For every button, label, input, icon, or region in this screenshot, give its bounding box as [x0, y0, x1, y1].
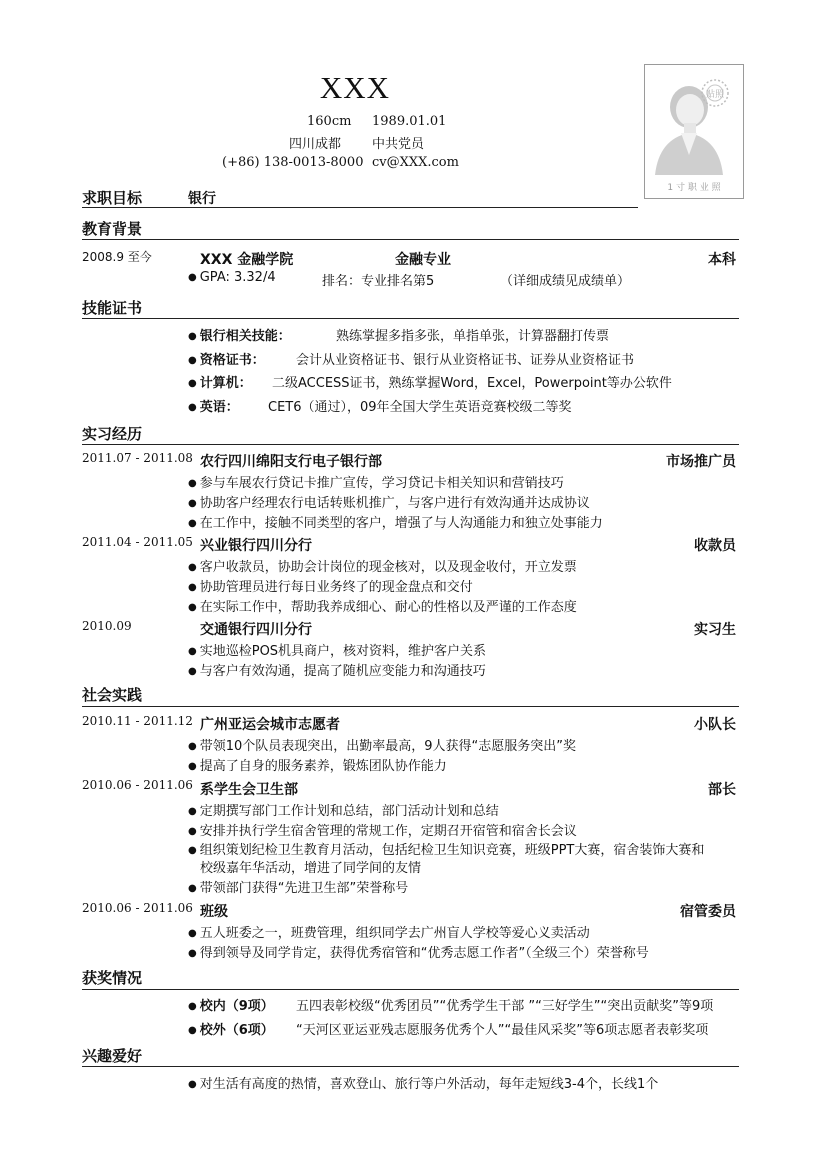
email-value: cv@XXX.com — [372, 155, 459, 170]
skill-item: ● 银行相关技能： — [188, 329, 291, 344]
internship-divider — [82, 444, 739, 445]
education-degree: 本科 — [708, 252, 736, 268]
photo-stamp-text: 贴照 — [705, 90, 725, 100]
education-major: 金融专业 — [395, 252, 451, 268]
bullet-icon: ● — [188, 845, 197, 856]
award-text: “天河区亚运亚残志愿服务优秀个人”“最佳风采奖”等6项志愿者表彰奖项 — [296, 1023, 709, 1038]
award-item: ● 校内（9项） — [188, 999, 274, 1014]
phone-value: (+86) 138-0013-8000 — [222, 155, 364, 170]
skill-text: CET6（通过），09年全国大学生英语竞赛校级二等奖 — [268, 400, 572, 415]
skill-text: 会计从业资格证书、银行从业资格证书、证券从业资格证书 — [296, 353, 635, 368]
list-item: ● 得到领导及同学肯定，获得优秀宿管和“优秀志愿工作者”（全级三个）荣誉称号 — [188, 946, 649, 961]
candidate-name: XXX — [319, 70, 391, 105]
entry-date: 2010.06 - 2011.06 — [82, 901, 193, 915]
skill-text: 二级ACCESS证书，熟练掌握Word，Excel，Powerpoint等办公软件 — [272, 376, 672, 391]
birth-date-value: 1989.01.01 — [372, 114, 447, 129]
entry-date: 2011.07 - 2011.08 — [82, 451, 193, 465]
bullet-icon: ● — [188, 272, 197, 283]
hobbies-title: 兴趣爱好 — [82, 1047, 143, 1065]
hometown-value: 四川成都 — [289, 137, 342, 152]
award-item: ● 校外（6项） — [188, 1023, 274, 1038]
objective-value: 银行 — [188, 191, 216, 207]
education-title: 教育背景 — [82, 220, 143, 238]
list-item: ● 五人班委之一，班费管理，组织同学去广州盲人学校等爱心义卖活动 — [188, 926, 590, 941]
entry-org: 广州亚运会城市志愿者 — [200, 717, 340, 733]
entry-org: 兴业银行四川分行 — [200, 538, 312, 554]
objective-title: 求职目标 — [82, 189, 143, 207]
entry-date: 2011.04 - 2011.05 — [82, 535, 193, 549]
entry-role: 收款员 — [694, 538, 736, 554]
awards-divider — [82, 989, 739, 990]
photo-placeholder — [644, 64, 744, 199]
bullet-icon: ● — [188, 518, 197, 529]
entry-role: 市场推广员 — [666, 454, 736, 470]
list-item: ● 组织策划纪检卫生教育月活动，包括纪检卫生知识竞赛，班级PPT大赛，宿舍装饰大赛和 — [188, 843, 705, 858]
entry-date: 2010.11 - 2011.12 — [82, 714, 193, 728]
bullet-icon: ● — [188, 355, 197, 366]
bullet-icon: ● — [188, 602, 197, 613]
entry-org: 农行四川绵阳支行电子银行部 — [200, 454, 382, 470]
education-date: 2008.9 至今 — [82, 250, 152, 264]
politics-value: 中共党员 — [372, 137, 425, 152]
list-item: ● 定期撰写部门工作计划和总结，部门活动计划和总结 — [188, 804, 499, 819]
skills-divider — [82, 318, 739, 319]
entry-date: 2010.06 - 2011.06 — [82, 778, 193, 792]
height-value: 160cm — [307, 114, 352, 129]
list-item: ● 与客户有效沟通，提高了随机应变能力和沟通技巧 — [188, 664, 486, 679]
bullet-icon: ● — [188, 378, 197, 389]
bullet-icon: ● — [188, 948, 197, 959]
entry-role: 宿管委员 — [680, 904, 736, 920]
bullet-icon: ● — [188, 806, 197, 817]
education-divider — [82, 239, 739, 240]
education-school: XXX 金融学院 — [200, 252, 294, 268]
photo-caption: 1 寸 职 业 照 — [667, 183, 721, 193]
education-gpa: ● GPA: 3.32/4 — [188, 270, 276, 285]
internship-title: 实习经历 — [82, 425, 143, 443]
bullet-icon: ● — [188, 1025, 197, 1036]
bullet-icon: ● — [188, 666, 197, 677]
social-divider — [82, 706, 739, 707]
bullet-icon: ● — [188, 826, 197, 837]
list-item: ● 客户收款员，协助会计岗位的现金核对，以及现金收付，开立发票 — [188, 560, 577, 575]
entry-org: 系学生会卫生部 — [200, 782, 298, 798]
list-item: ● 参与车展农行贷记卡推广宣传，学习贷记卡相关知识和营销技巧 — [188, 476, 564, 491]
objective-divider — [82, 207, 638, 208]
award-text: 五四表彰校级“优秀团员”“优秀学生干部 ”“三好学生”“突出贡献奖”等9项 — [296, 999, 714, 1014]
education-rank: 排名：专业排名第5 — [322, 274, 435, 289]
entry-role: 部长 — [708, 782, 736, 798]
list-item-continuation: 校级嘉年华活动，增进了同学间的友情 — [200, 861, 422, 876]
skill-item: ● 资格证书： — [188, 353, 265, 368]
list-item: ● 提高了自身的服务素养，锻炼团队协作能力 — [188, 759, 447, 774]
hobbies-divider — [82, 1066, 739, 1067]
bullet-icon: ● — [188, 478, 197, 489]
entry-org: 班级 — [200, 904, 228, 920]
list-item: ● 带领10个队员表现突出，出勤率最高，9人获得“志愿服务突出”奖 — [188, 739, 577, 754]
list-item: ● 协助管理员进行每日业务终了的现金盘点和交付 — [188, 580, 473, 595]
list-item: ● 实地巡检POS机具商户，核对资料，维护客户关系 — [188, 644, 487, 659]
social-title: 社会实践 — [82, 686, 143, 704]
bullet-icon: ● — [188, 928, 197, 939]
list-item: ● 协助客户经理农行电话转账机推广，与客户进行有效沟通并达成协议 — [188, 496, 590, 511]
skills-title: 技能证书 — [82, 299, 143, 317]
bullet-icon: ● — [188, 741, 197, 752]
hobby-item: ● 对生活有高度的热情，喜欢登山、旅行等户外活动，每年走短线3-4个，长线1个 — [188, 1077, 659, 1092]
education-note: （详细成绩见成绩单） — [500, 274, 631, 289]
skill-item: ● 英语： — [188, 400, 239, 415]
entry-org: 交通银行四川分行 — [200, 622, 312, 638]
bullet-icon: ● — [188, 646, 197, 657]
entry-role: 实习生 — [694, 622, 736, 638]
person-silhouette-icon — [645, 65, 743, 198]
bullet-icon: ● — [188, 562, 197, 573]
bullet-icon: ● — [188, 331, 197, 342]
entry-date: 2010.09 — [82, 619, 132, 633]
list-item: ● 在实际工作中，帮助我养成细心、耐心的性格以及严谨的工作态度 — [188, 600, 577, 615]
list-item: ● 安排并执行学生宿舍管理的常规工作，定期召开宿管和宿舍长会议 — [188, 824, 577, 839]
list-item: ● 在工作中，接触不同类型的客户，增强了与人沟通能力和独立处事能力 — [188, 516, 603, 531]
awards-title: 获奖情况 — [82, 969, 143, 987]
bullet-icon: ● — [188, 1079, 197, 1090]
skill-item: ● 计算机： — [188, 376, 252, 391]
bullet-icon: ● — [188, 1001, 197, 1012]
bullet-icon: ● — [188, 582, 197, 593]
bullet-icon: ● — [188, 498, 197, 509]
bullet-icon: ● — [188, 883, 197, 894]
list-item: ● 带领部门获得“先进卫生部”荣誉称号 — [188, 881, 409, 896]
skill-text: 熟练掌握多指多张，单指单张，计算器翻打传票 — [336, 329, 610, 344]
entry-role: 小队长 — [694, 717, 736, 733]
bullet-icon: ● — [188, 761, 197, 772]
bullet-icon: ● — [188, 402, 197, 413]
